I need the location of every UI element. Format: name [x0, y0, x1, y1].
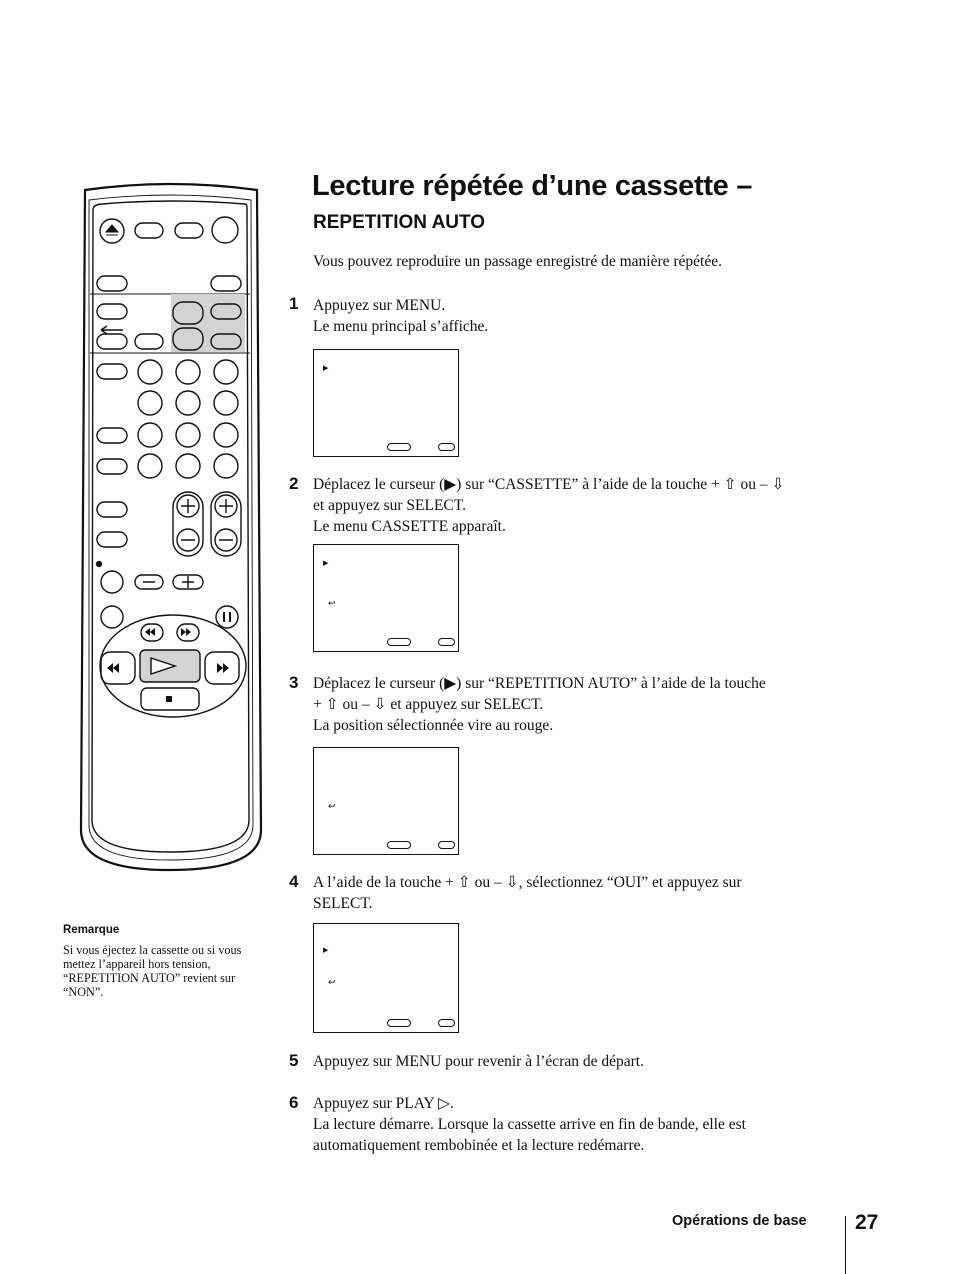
tv-menu-screen: [313, 747, 459, 855]
play-cursor-icon: ▶: [323, 559, 329, 567]
step-number: 1: [289, 294, 299, 313]
step-number: 2: [289, 474, 299, 493]
play-cursor-icon: ▶: [323, 946, 329, 954]
step-text: Appuyez sur PLAY ▷. La lecture démarre. Lorsque la cassette arrive en fin de bande, elle est automatiquement rembobinée et la lecture redémarre.: [313, 1095, 746, 1154]
tv-menu-screen: [313, 349, 459, 457]
return-arrow-icon: ↩: [328, 802, 336, 812]
step-text: Appuyez sur MENU pour revenir à l’écran de départ.: [313, 1053, 644, 1070]
step-text: Déplacez le curseur (▶) sur “REPETITION AUTO” à l’aide de la touche + ⇧ ou – ⇩ et appuyez sur SELECT. La position sélectionnée vire au rouge.: [313, 675, 766, 734]
step-number: 3: [289, 673, 299, 692]
page-number: 27: [855, 1211, 879, 1234]
step-number: 5: [289, 1051, 299, 1070]
tv-menu-screen: [313, 544, 459, 652]
tv-menu-screen: [313, 923, 459, 1033]
step-number: 4: [289, 872, 299, 891]
intro-text: Vous pouvez reproduire un passage enregistré de manière répétée.: [313, 253, 723, 270]
note-title: Remarque: [63, 924, 120, 936]
return-arrow-icon: ↩: [328, 978, 336, 988]
page-title: Lecture répétée d’une cassette –: [312, 170, 753, 202]
step-text: Déplacez le curseur (▶) sur “CASSETTE” à l’aide de la touche + ⇧ ou – ⇩ et appuyez sur SELECT. Le menu CASSETTE apparaît.: [313, 476, 785, 535]
remote-control-illustration: [75, 180, 265, 880]
footer-section-title: Opérations de base: [672, 1213, 807, 1229]
play-cursor-icon: ▶: [323, 364, 329, 372]
step-number: 6: [289, 1093, 299, 1112]
step-text: Appuyez sur MENU. Le menu principal s’affiche.: [313, 297, 489, 335]
footer-divider: [845, 1216, 846, 1274]
note-body: Si vous éjectez la cassette ou si vous mettez l’appareil hors tension, “REPETITION AUTO” revient sur “NON”.: [63, 943, 242, 999]
step-text: A l’aide de la touche + ⇧ ou – ⇩, sélectionnez “OUI” et appuyez sur SELECT.: [313, 874, 742, 912]
return-arrow-icon: ↩: [328, 599, 336, 609]
page-subtitle: REPETITION AUTO: [313, 212, 486, 233]
